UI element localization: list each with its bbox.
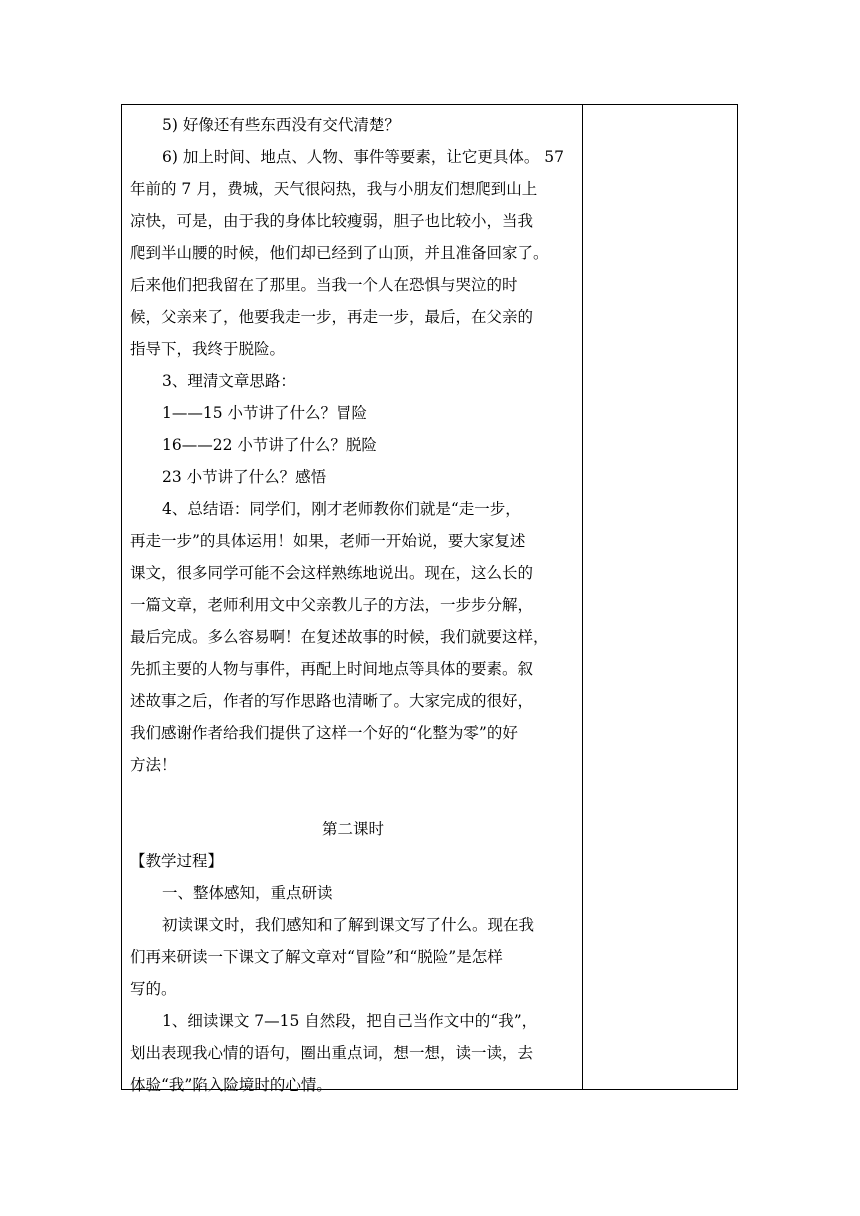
section-heading: 3、理清文章思路：: [162, 371, 296, 390]
text-line: 一篇文章，老师利用文中父亲教儿子的方法，一步步分解，: [130, 595, 534, 614]
text-line: 体验“我”陷入险境时的心情。: [130, 1075, 332, 1094]
text-line: 先抓主要的人物与事件，再配上时间地点等具体的要素。叙: [130, 659, 534, 678]
text-line: 指导下，我终于脱险。: [130, 339, 286, 358]
lesson-period-title: 第二课时: [321, 819, 384, 838]
text-line: 写的。: [130, 979, 177, 998]
text-line: 我们感谢作者给我们提供了这样一个好的“化整为零”的好: [130, 723, 518, 742]
text-line: 年前的 7 月，费城，天气很闷热，我与小朋友们想爬到山上: [130, 179, 538, 198]
text-line: 4、总结语：同学们，刚才老师教你们就是“走一步，: [162, 499, 521, 518]
text-line: 最后完成。多么容易啊！在复述故事的时候，我们就要这样，: [130, 627, 549, 646]
text-line: 候，父亲来了，他要我走一步，再走一步，最后，在父亲的: [130, 307, 534, 326]
text-line: 课文，很多同学可能不会这样熟练地说出。现在，这么长的: [130, 563, 534, 582]
text-line: 凉快，可是，由于我的身体比较瘦弱，胆子也比较小，当我: [130, 211, 534, 230]
section-heading: 【教学过程】: [130, 851, 224, 870]
text-line: 16——22 小节讲了什么？脱险: [162, 435, 377, 454]
text-line: 划出表现我心情的语句，圈出重点词，想一想，读一读，去: [130, 1043, 534, 1062]
table-column-divider: [582, 104, 583, 1090]
lesson-content-cell: [130, 109, 576, 1101]
blank-line: [130, 781, 576, 813]
section-heading: 一、整体感知，重点研读: [162, 883, 333, 902]
text-line: 23 小节讲了什么？感悟: [162, 467, 327, 486]
text-line: 述故事之后，作者的写作思路也清晰了。大家完成的很好，: [130, 691, 534, 710]
text-line: 1——15 小节讲了什么？冒险: [162, 403, 368, 422]
text-line: 5) 好像还有些东西没有交代清楚？: [162, 115, 400, 134]
text-line: 们再来研读一下课文了解文章对“冒险”和“脱险”是怎样: [130, 947, 503, 966]
text-line: 初读课文时，我们感知和了解到课文写了什么。现在我: [162, 915, 535, 934]
text-line: 爬到半山腰的时候，他们却已经到了山顶，并且准备回家了。: [130, 243, 549, 262]
text-line: 后来他们把我留在了那里。当我一个人在恐惧与哭泣的时: [130, 275, 518, 294]
text-line: 6) 加上时间、地点、人物、事件等要素，让它更具体。 57: [162, 147, 564, 166]
text-line: 方法！: [130, 755, 177, 774]
text-line: 再走一步”的具体运用！如果，老师一开始说，要大家复述: [130, 531, 526, 550]
text-line: 1、细读课文 7—15 自然段，把自己当作文中的“我”，: [162, 1011, 538, 1030]
